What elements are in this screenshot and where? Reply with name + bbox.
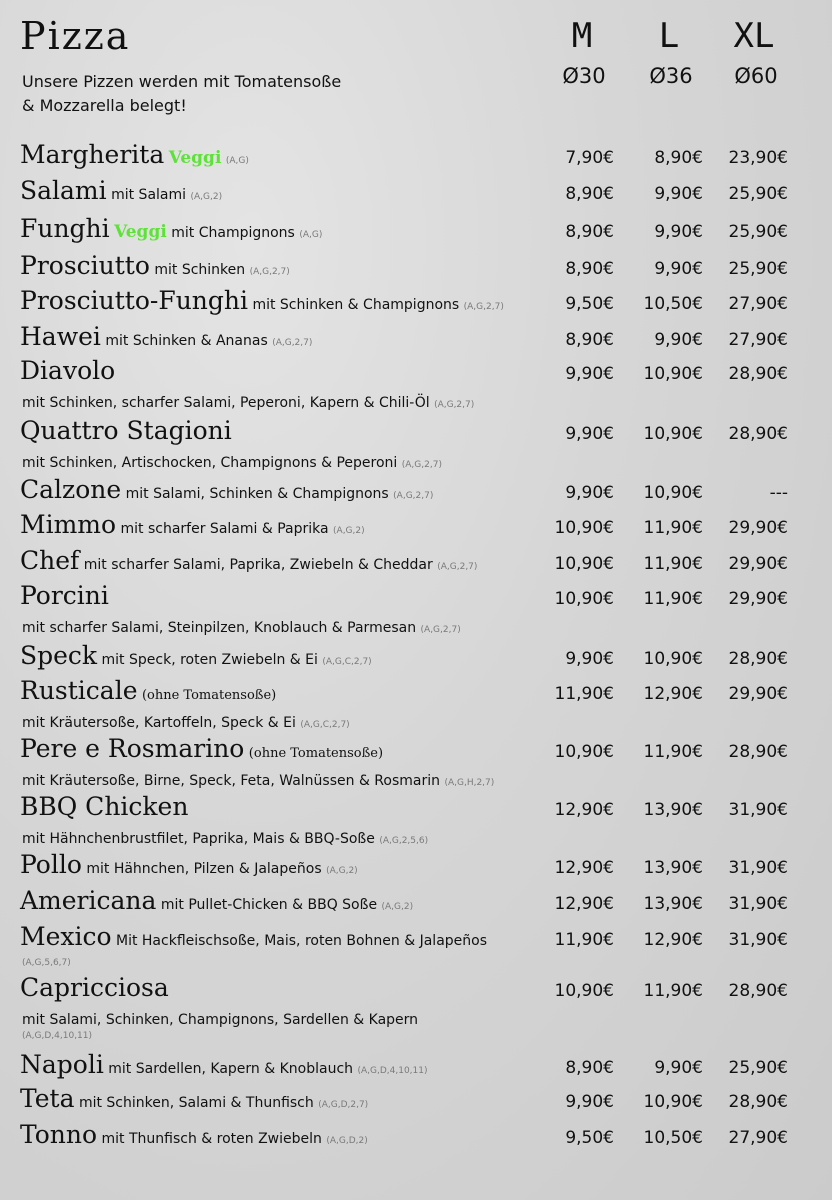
- pizza-name-line: [20, 546, 477, 575]
- pizza-name-line: [20, 641, 372, 670]
- allergen-codes: (A,G,2,7): [420, 625, 461, 635]
- price-xl: 27,90€: [728, 1128, 788, 1148]
- pizza-description: mit scharfer Salami, Steinpilzen, Knoblauch & Parmesan: [22, 620, 417, 636]
- price-m: 8,90€: [565, 184, 614, 204]
- subtitle-line-1: Unsere Pizzen werden mit Tomatensoße: [22, 72, 342, 91]
- pizza-description-line: [22, 1011, 418, 1029]
- pizza-name: Mimmo: [20, 510, 117, 539]
- price-m: 10,90€: [554, 742, 614, 762]
- pizza-description: mit scharfer Salami, Paprika, Zwiebeln & Cheddar: [83, 557, 433, 573]
- allergen-codes: (A,G,C,2,7): [300, 720, 350, 730]
- price-xl: 28,90€: [728, 649, 788, 669]
- price-l: 13,90€: [643, 894, 703, 914]
- pizza-name: Diavolo: [20, 356, 116, 385]
- price-l: 9,90€: [654, 330, 703, 350]
- pizza-name: Hawei: [20, 322, 101, 351]
- pizza-description: Mit Hackfleischsoße, Mais, roten Bohnen & Jalapeños: [116, 933, 488, 949]
- allergen-codes: (A,G,2): [326, 866, 358, 876]
- price-m: 9,90€: [565, 483, 614, 503]
- price-m: 9,90€: [565, 424, 614, 444]
- size-xl-label: XL: [733, 16, 775, 56]
- price-m: 9,90€: [565, 649, 614, 669]
- pizza-note: (ohne Tomatensoße): [248, 746, 384, 761]
- pizza-name: Calzone: [20, 475, 122, 504]
- allergen-codes: (A,G,C,2,7): [322, 657, 372, 667]
- size-xl-diameter: Ø60: [734, 64, 778, 88]
- pizza-description: mit Hähnchenbrustfilet, Paprika, Mais & BBQ-Soße: [22, 831, 375, 847]
- price-xl: 29,90€: [728, 684, 788, 704]
- price-l: 10,90€: [643, 483, 703, 503]
- price-m: 11,90€: [554, 684, 614, 704]
- allergen-codes: (A,G,2,7): [434, 400, 475, 410]
- size-l-label: L: [658, 16, 680, 56]
- size-l-diameter: Ø36: [649, 64, 693, 88]
- pizza-name-line: [20, 734, 383, 763]
- allergen-codes: (A,G,2): [381, 902, 414, 912]
- pizza-name-line: [20, 1084, 368, 1113]
- price-l: 9,90€: [654, 1058, 703, 1078]
- veggi-badge: Veggi: [114, 222, 167, 242]
- pizza-description: mit Thunfisch & roten Zwiebeln: [101, 1131, 322, 1147]
- price-l: 11,90€: [643, 589, 703, 609]
- size-m-diameter: Ø30: [562, 64, 606, 88]
- allergen-codes: (A,G,D,4,10,11): [22, 1031, 93, 1041]
- price-m: 11,90€: [554, 930, 614, 950]
- price-xl: 28,90€: [728, 742, 788, 762]
- price-l: 10,50€: [643, 294, 703, 314]
- pizza-name-line: [20, 850, 358, 879]
- pizza-name: Funghi: [20, 214, 110, 243]
- pizza-name: Napoli: [20, 1050, 104, 1079]
- pizza-name-line: [20, 286, 504, 315]
- pizza-description: mit Kräutersoße, Kartoffeln, Speck & Ei: [22, 715, 296, 731]
- price-xl: 25,90€: [728, 184, 788, 204]
- pizza-name: Margherita: [20, 140, 165, 169]
- pizza-name: Porcini: [20, 581, 109, 610]
- price-xl: 31,90€: [728, 858, 788, 878]
- allergen-codes: (A,G,2,5,6): [379, 836, 429, 846]
- price-xl: 25,90€: [728, 1058, 788, 1078]
- pizza-name: Chef: [20, 546, 80, 575]
- pizza-description: mit Salami: [111, 187, 187, 203]
- pizza-description-line: [22, 714, 350, 732]
- price-xl: 28,90€: [728, 1092, 788, 1112]
- price-xl: 25,90€: [728, 259, 788, 279]
- price-l: 10,90€: [643, 424, 703, 444]
- price-l: 8,90€: [654, 148, 703, 168]
- allergen-codes: (A,G,2,7): [393, 491, 434, 501]
- price-l: 11,90€: [643, 518, 703, 538]
- allergen-codes: (A,G,2,7): [463, 302, 504, 312]
- price-l: 11,90€: [643, 981, 703, 1001]
- pizza-name-line: [20, 475, 433, 504]
- pizza-description: mit Schinken & Champignons: [252, 297, 460, 313]
- price-xl: 31,90€: [728, 930, 788, 950]
- pizza-name-line: [20, 886, 413, 915]
- price-m: 8,90€: [565, 259, 614, 279]
- price-xl: 28,90€: [728, 364, 788, 384]
- pizza-name: Quattro Stagioni: [20, 416, 232, 445]
- price-m: 8,90€: [565, 1058, 614, 1078]
- pizza-name: Teta: [20, 1084, 75, 1113]
- price-xl: 29,90€: [728, 589, 788, 609]
- allergen-codes: (A,G,2,7): [272, 338, 313, 348]
- pizza-name-line: [20, 140, 249, 169]
- price-l: 13,90€: [643, 800, 703, 820]
- pizza-note: (ohne Tomatensoße): [141, 688, 277, 703]
- price-l: 9,90€: [654, 184, 703, 204]
- price-l: 9,90€: [654, 259, 703, 279]
- pizza-name: Pere e Rosmarino: [20, 734, 245, 763]
- price-xl: 28,90€: [728, 424, 788, 444]
- price-xl: 29,90€: [728, 554, 788, 574]
- allergen-codes: (A,G,2,7): [401, 460, 442, 470]
- pizza-name: Capricciosa: [20, 973, 169, 1002]
- price-m: 10,90€: [554, 589, 614, 609]
- size-m-label: M: [571, 16, 593, 56]
- price-xl: 31,90€: [728, 800, 788, 820]
- price-l: 11,90€: [643, 742, 703, 762]
- menu-title: Pizza: [20, 14, 131, 58]
- pizza-description-line: [22, 394, 474, 412]
- pizza-description-line: [22, 454, 442, 472]
- pizza-name-line: [20, 322, 312, 351]
- pizza-name: Rusticale: [20, 676, 138, 705]
- menu-subtitle: [22, 70, 341, 118]
- price-m: 12,90€: [554, 858, 614, 878]
- price-l: 11,90€: [643, 554, 703, 574]
- pizza-name-line: [20, 416, 232, 445]
- allergen-codes: (A,G,H,2,7): [444, 778, 495, 788]
- allergen-codes: (A,G,2): [190, 192, 223, 202]
- pizza-description: mit Schinken: [154, 262, 246, 278]
- price-m: 8,90€: [565, 222, 614, 242]
- price-m: 9,90€: [565, 364, 614, 384]
- pizza-name: Mexico: [20, 922, 112, 951]
- price-l: 13,90€: [643, 858, 703, 878]
- pizza-name-line: [20, 356, 115, 385]
- allergen-codes: (A,G,2,7): [437, 562, 478, 572]
- price-m: 7,90€: [565, 148, 614, 168]
- pizza-description: mit Kräutersoße, Birne, Speck, Feta, Walnüssen & Rosmarin: [22, 773, 441, 789]
- allergen-codes: (A,G,D,4,10,11): [357, 1066, 428, 1076]
- veggi-badge: Veggi: [168, 148, 222, 168]
- price-xl: 23,90€: [728, 148, 788, 168]
- pizza-name-line: [20, 214, 322, 243]
- price-l: 10,50€: [643, 1128, 703, 1148]
- price-m: 12,90€: [554, 800, 614, 820]
- pizza-description-line: [22, 772, 494, 790]
- pizza-name: Americana: [20, 886, 157, 915]
- price-m: 9,50€: [565, 1128, 614, 1148]
- pizza-description: mit Pullet-Chicken & BBQ Soße: [160, 897, 378, 913]
- allergen-codes: (A,G,2): [333, 526, 365, 536]
- price-xl: 25,90€: [728, 222, 788, 242]
- allergen-codes: (A,G): [225, 156, 249, 166]
- price-m: 10,90€: [554, 518, 614, 538]
- pizza-description: mit Schinken & Ananas: [105, 333, 268, 349]
- pizza-name: Tonno: [20, 1120, 98, 1149]
- price-l: 10,90€: [643, 1092, 703, 1112]
- allergen-codes: (A,G,5,6,7): [22, 958, 71, 968]
- allergen-codes: (A,G,2,7): [249, 267, 290, 277]
- price-xl: ---: [769, 483, 788, 503]
- pizza-name-line: [20, 1120, 368, 1149]
- price-l: 12,90€: [643, 684, 703, 704]
- pizza-description: mit Salami, Schinken, Champignons, Sardellen & Kapern: [22, 1012, 419, 1028]
- price-m: 9,90€: [565, 1092, 614, 1112]
- pizza-description: mit Speck, roten Zwiebeln & Ei: [101, 652, 318, 668]
- price-xl: 31,90€: [728, 894, 788, 914]
- pizza-name-line: [20, 1050, 428, 1079]
- pizza-name-line: [20, 973, 169, 1002]
- pizza-name-line: [20, 792, 188, 821]
- price-l: 10,90€: [643, 649, 703, 669]
- price-m: 10,90€: [554, 554, 614, 574]
- pizza-description: mit Schinken, scharfer Salami, Peperoni, Kapern & Chili-Öl: [22, 395, 430, 411]
- pizza-description-line: [22, 830, 428, 848]
- pizza-description: mit Champignons: [171, 225, 295, 241]
- price-l: 10,90€: [643, 364, 703, 384]
- pizza-name: Salami: [20, 176, 107, 205]
- price-l: 9,90€: [654, 222, 703, 242]
- pizza-description: mit Sardellen, Kapern & Knoblauch: [108, 1061, 354, 1077]
- pizza-name: Prosciutto-Funghi: [20, 286, 248, 315]
- price-m: 10,90€: [554, 981, 614, 1001]
- pizza-name: Speck: [20, 641, 98, 670]
- pizza-description: mit Schinken, Artischocken, Champignons & Peperoni: [22, 455, 398, 471]
- pizza-description: mit Salami, Schinken & Champignons: [125, 486, 389, 502]
- pizza-description: mit Hähnchen, Pilzen & Jalapeños: [86, 861, 322, 877]
- pizza-name-line: [20, 251, 290, 280]
- price-xl: 27,90€: [728, 330, 788, 350]
- pizza-name: Pollo: [20, 850, 82, 879]
- price-xl: 27,90€: [728, 294, 788, 314]
- pizza-name-line: [20, 510, 365, 539]
- pizza-description: mit Schinken, Salami & Thunfisch: [78, 1095, 314, 1111]
- pizza-name-line: [20, 176, 222, 205]
- pizza-name-line: [20, 922, 487, 951]
- pizza-name: BBQ Chicken: [20, 792, 189, 821]
- price-m: 9,50€: [565, 294, 614, 314]
- price-xl: 28,90€: [728, 981, 788, 1001]
- subtitle-line-2: & Mozzarella belegt!: [22, 96, 187, 115]
- allergen-codes: (A,G): [299, 230, 323, 240]
- price-m: 12,90€: [554, 894, 614, 914]
- allergen-codes: (A,G,D,2,7): [318, 1100, 369, 1110]
- pizza-name-line: [20, 676, 276, 705]
- price-xl: 29,90€: [728, 518, 788, 538]
- allergen-codes: (A,G,D,2): [326, 1136, 368, 1146]
- pizza-name-line: [20, 581, 109, 610]
- pizza-name: Prosciutto: [20, 251, 150, 280]
- pizza-description-line: [22, 619, 461, 637]
- price-m: 8,90€: [565, 330, 614, 350]
- price-l: 12,90€: [643, 930, 703, 950]
- pizza-description: mit scharfer Salami & Paprika: [120, 521, 329, 537]
